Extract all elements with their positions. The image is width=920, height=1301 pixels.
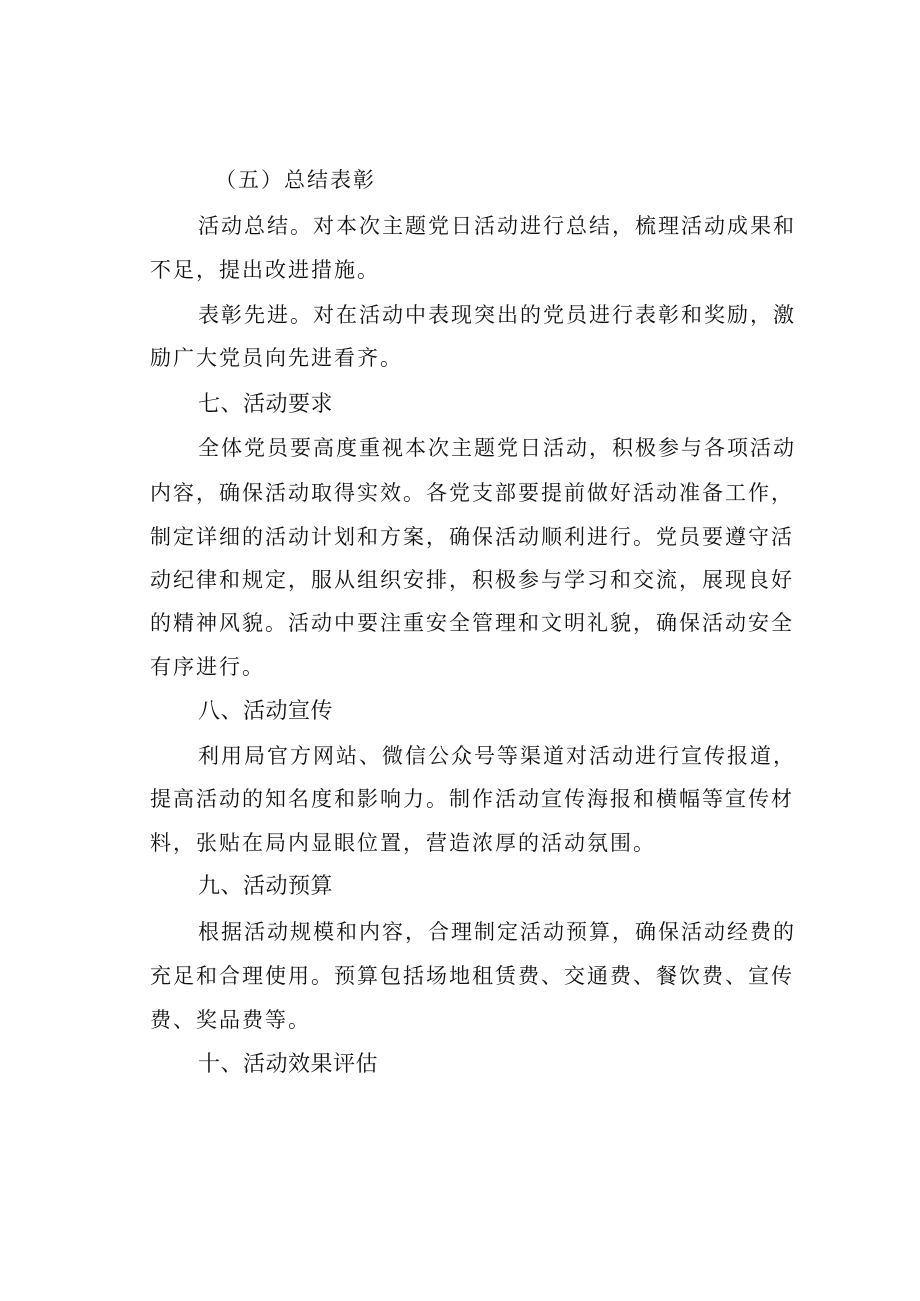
paragraph-line: 制定详细的活动计划和方案，确保活动顺利进行。党员要遵守活 (150, 525, 794, 549)
paragraph-line: 有序进行。 (150, 655, 265, 679)
paragraph-line: 的精神风貌。活动中要注重安全管理和文明礼貌，确保活动安全 (150, 611, 794, 635)
paragraph-line: 料，张贴在局内显眼位置，营造浓厚的活动氛围。 (150, 831, 656, 855)
paragraph-line: 费、奖品费等。 (150, 1008, 311, 1032)
paragraph-line: 全体党员要高度重视本次主题党日活动，积极参与各项活动 (198, 436, 796, 460)
paragraph-line: 动纪律和规定，服从组织安排，积极参与学习和交流，展现良好 (150, 568, 794, 592)
paragraph-line: 根据活动规模和内容，合理制定活动预算，确保活动经费的 (198, 920, 796, 944)
section-heading: 七、活动要求 (198, 392, 334, 417)
paragraph-line: 励广大党员向先进看齐。 (150, 346, 403, 370)
paragraph-line: 利用局官方网站、微信公众号等渠道对活动进行宣传报道， (198, 744, 796, 768)
section-heading: 十、活动效果评估 (198, 1052, 379, 1077)
paragraph-line: 内容，确保活动取得实效。各党支部要提前做好活动准备工作， (150, 481, 794, 505)
paragraph-line: 不足，提出改进措施。 (150, 258, 380, 282)
section-heading: 九、活动预算 (198, 874, 334, 899)
subsection-title: （五）总结表彰 (215, 168, 376, 192)
paragraph-line: 活动总结。对本次主题党日活动进行总结，梳理活动成果和 (198, 214, 796, 238)
paragraph-line: 表彰先进。对在活动中表现突出的党员进行表彰和奖励，激 (198, 303, 796, 327)
paragraph-line: 提高活动的知名度和影响力。制作活动宣传海报和横幅等宣传材 (150, 787, 794, 811)
section-heading: 八、活动宣传 (198, 699, 334, 724)
paragraph-line: 充足和合理使用。预算包括场地租赁费、交通费、餐饮费、宣传 (150, 964, 794, 988)
